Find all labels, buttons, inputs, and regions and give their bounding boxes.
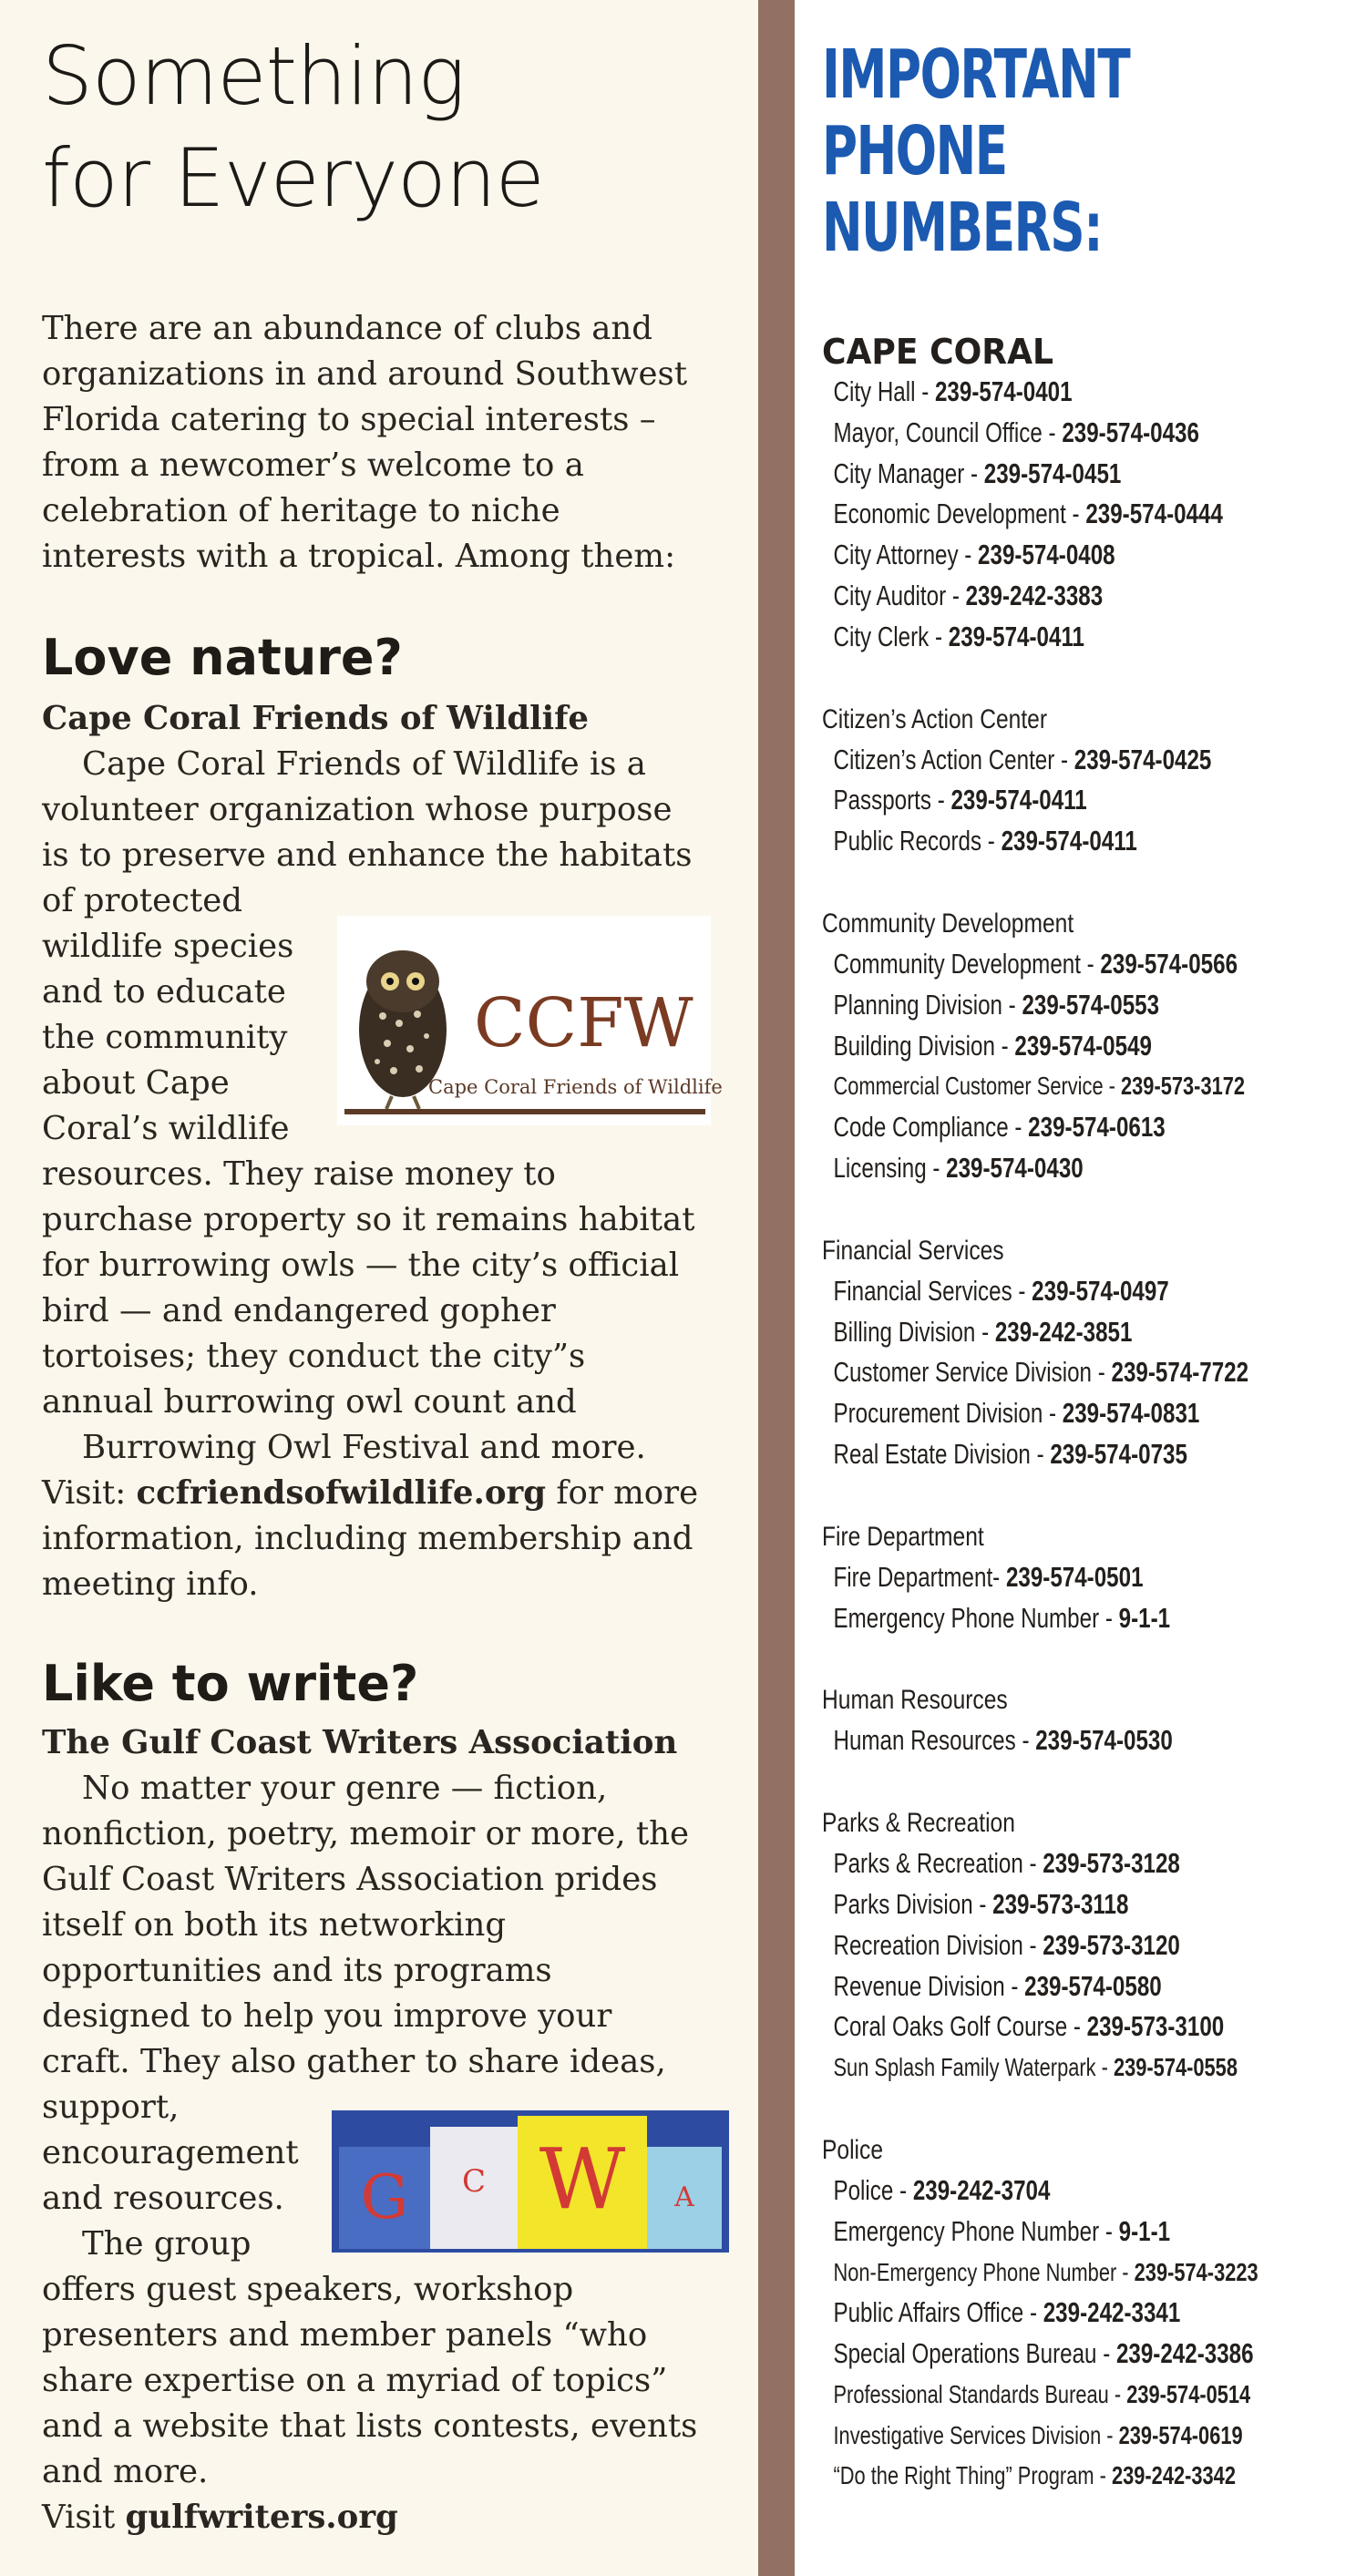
phone-entry-label: Professional Standards Bureau - <box>833 2379 1127 2408</box>
phone-entry-label: Emergency Phone Number - <box>833 2214 1119 2247</box>
body-line: purchase property so it remains habitat <box>42 1201 695 1238</box>
phone-entry <box>822 780 1234 821</box>
phone-entry-label: Coral Oaks Golf Course - <box>833 2010 1087 2043</box>
phone-group <box>822 332 1351 658</box>
ccfw-logo-subtitle: Cape Coral Friends of Wildlife <box>428 1076 723 1098</box>
phone-number: 239-573-3120 <box>1043 1928 1180 1961</box>
intro-line: interests with a tropical. Among them: <box>42 538 676 575</box>
org-name: The Gulf Coast Writers Association <box>42 1724 678 1761</box>
body-line: opportunities and its programs <box>42 1952 552 1989</box>
phone-entry-label: Sun Splash Family Waterpark - <box>833 2053 1114 2082</box>
phone-entry <box>822 2171 1234 2212</box>
phone-entry <box>822 1312 1234 1353</box>
phone-entry <box>822 1148 1234 1189</box>
phone-entry <box>822 985 1234 1026</box>
body-line: information, including membership and <box>42 1520 693 1557</box>
phone-number: 239-574-0580 <box>1024 1969 1162 2002</box>
phone-entry-label: Mayor, Council Office - <box>833 416 1063 448</box>
phone-numbers-title <box>822 36 1189 266</box>
phone-number: 239-242-3704 <box>912 2173 1051 2206</box>
title-line: NUMBERS: <box>822 189 1103 267</box>
phone-number: 239-573-3172 <box>1121 1072 1246 1101</box>
phone-number: 239-574-0411 <box>948 620 1085 652</box>
phone-entry-label: Investigative Services Division - <box>833 2420 1119 2449</box>
phone-entry <box>822 944 1238 985</box>
right-column <box>795 0 1356 2576</box>
phone-number: 239-574-0566 <box>1100 947 1238 980</box>
phone-number: 239-242-3341 <box>1043 2296 1181 2329</box>
logo-letter: W <box>539 2130 626 2228</box>
phone-group <box>822 1803 1351 2089</box>
phone-number: 239-574-0425 <box>1074 743 1212 775</box>
phone-entry-label: Revenue Division - <box>833 1969 1025 2002</box>
phone-number: 239-574-0451 <box>983 457 1122 489</box>
title-line: Something <box>42 29 465 123</box>
gcwa-logo <box>332 2110 729 2253</box>
phone-number: 239-574-0514 <box>1126 2379 1251 2408</box>
body-line: presenters and member panels “who <box>42 2316 648 2354</box>
phone-entry <box>822 2253 1258 2294</box>
phone-entry-label: City Manager - <box>833 457 984 489</box>
body-line: and more. <box>42 2453 209 2490</box>
phone-entry-label: City Clerk - <box>833 620 949 652</box>
body-line: The group <box>82 2225 252 2263</box>
phone-entry <box>822 1271 1234 1312</box>
phone-entry-label: City Auditor - <box>833 579 966 611</box>
phone-entry <box>822 535 1234 576</box>
phone-number: 239-574-7722 <box>1111 1356 1249 1389</box>
phone-group <box>822 1680 1351 1761</box>
visit-suffix: for more <box>546 1474 699 1512</box>
body-line: craft. They also gather to share ideas, <box>42 2043 666 2080</box>
phone-number: 9-1-1 <box>1118 2214 1171 2247</box>
phone-entry-label: Building Division - <box>833 1029 1015 1062</box>
phone-entry-label: Fire Department- <box>833 1560 1006 1593</box>
phone-group-heading: Community Development <box>822 908 1074 939</box>
body-line: meeting info. <box>42 1565 259 1603</box>
body-line: tortoises; they conduct the city”s <box>42 1338 586 1375</box>
phone-entry-label: Parks Division - <box>833 1887 993 1920</box>
phone-entry-label: Community Development - <box>833 947 1101 980</box>
phone-entry <box>822 2047 1238 2089</box>
phone-entry-label: Licensing - <box>833 1151 947 1184</box>
phone-entry-label: Parks & Recreation - <box>833 1847 1043 1880</box>
phone-entry <box>822 2212 1234 2253</box>
phone-entry <box>822 740 1234 781</box>
phone-number: 239-574-0735 <box>1050 1437 1187 1470</box>
phone-entry <box>822 1720 1234 1761</box>
phone-number: 239-242-3386 <box>1115 2337 1254 2370</box>
logo-letter: C <box>461 2163 486 2200</box>
phone-entry-label: Billing Division - <box>833 1315 995 1348</box>
phone-entry <box>822 454 1234 495</box>
phone-directory <box>822 332 1351 2539</box>
phone-number: 239-574-0408 <box>978 539 1115 571</box>
body-line: for burrowing owls — the city’s official <box>42 1247 680 1284</box>
phone-entry <box>822 1843 1234 1884</box>
body-line: encouragement <box>42 2134 299 2171</box>
ccfw-logo-text: CCFW <box>474 984 693 1062</box>
phone-number: 239-574-0558 <box>1113 2053 1238 2082</box>
phone-number: 239-574-0501 <box>1005 1560 1144 1593</box>
phone-entry-label: Citizen’s Action Center - <box>833 743 1074 775</box>
phone-number: 239-574-0430 <box>946 1151 1084 1184</box>
phone-entry <box>822 2334 1254 2375</box>
body-line: and to educate <box>42 973 286 1011</box>
phone-entry-label: Commercial Customer Service - <box>833 1072 1122 1101</box>
body-line: designed to help you improve your <box>42 1997 612 2035</box>
body-line: and resources. <box>42 2180 284 2217</box>
body-line: Coral’s wildlife <box>42 1110 290 1147</box>
intro-paragraph <box>42 306 734 580</box>
body-line: share expertise on a myriad of topics” <box>42 2362 668 2399</box>
logo-letter: G <box>360 2162 409 2232</box>
body-line: annual burrowing owl count and <box>42 1383 577 1421</box>
intro-line: organizations in and around Southwest <box>42 355 688 393</box>
body-line: volunteer organization whose purpose <box>42 791 673 828</box>
phone-entry <box>822 2006 1234 2047</box>
phone-entry-label: Real Estate Division - <box>833 1437 1051 1470</box>
section-heading-nature: Love nature? <box>42 629 403 686</box>
phone-entry-label: Customer Service Division - <box>833 1356 1112 1389</box>
logo-letter: A <box>674 2181 694 2213</box>
phone-entry-label: Special Operations Bureau - <box>833 2337 1116 2370</box>
body-line: about Cape <box>42 1064 230 1102</box>
body-line: offers guest speakers, workshop <box>42 2271 574 2308</box>
phone-entry <box>822 2456 1234 2497</box>
phone-entry <box>822 1925 1234 1966</box>
phone-group <box>822 1517 1351 1639</box>
phone-entry <box>822 1598 1234 1639</box>
phone-number: 239-573-3128 <box>1043 1847 1180 1880</box>
body-line: No matter your genre — fiction, <box>82 1770 608 1807</box>
phone-entry-label: City Hall - <box>833 375 935 407</box>
phone-group-heading: CAPE CORAL <box>822 332 1054 372</box>
phone-entry <box>822 372 1234 413</box>
phone-number: 239-242-3383 <box>965 579 1104 611</box>
phone-entry-label: Public Affairs Office - <box>833 2296 1043 2329</box>
visit-prefix: Visit <box>42 2499 126 2536</box>
phone-group-heading: Citizen’s Action Center <box>822 703 1048 734</box>
phone-number: 239-574-0549 <box>1014 1029 1152 1062</box>
body-line: Cape Coral Friends of Wildlife is a <box>82 745 646 783</box>
phone-entry <box>822 617 1234 658</box>
body-line: resources. They raise money to <box>42 1155 556 1193</box>
intro-line: from a newcomer’s welcome to a <box>42 446 584 484</box>
phone-entry <box>822 1434 1234 1475</box>
phone-number: 239-574-0831 <box>1062 1397 1200 1430</box>
phone-entry-label: City Attorney - <box>833 539 979 571</box>
phone-group-heading: Fire Department <box>822 1521 984 1552</box>
phone-entry-label: Financial Services - <box>833 1274 1032 1307</box>
phone-number: 239-573-3100 <box>1086 2010 1225 2043</box>
intro-line: Florida catering to special interests – <box>42 401 656 438</box>
body-line: wildlife species <box>42 928 294 965</box>
phone-number: 239-574-0619 <box>1118 2420 1243 2449</box>
nature-section <box>42 696 744 1607</box>
body-line: nonfiction, poetry, memoir or more, the <box>42 1815 689 1852</box>
phone-number: 239-574-3223 <box>1134 2257 1258 2286</box>
phone-group-heading: Police <box>822 2134 884 2165</box>
phone-entry <box>822 494 1234 535</box>
body-line: Gulf Coast Writers Association prides <box>42 1861 658 1898</box>
body-line: Burrowing Owl Festival and more. <box>82 1429 646 1466</box>
phone-number: 239-574-0401 <box>934 375 1073 407</box>
phone-number: 239-574-0444 <box>1085 498 1223 530</box>
phone-group <box>822 2130 1351 2497</box>
phone-entry <box>822 2375 1251 2416</box>
phone-group <box>822 1231 1351 1475</box>
phone-entry-label: “Do the Right Thing” Program - <box>833 2461 1112 2490</box>
phone-entry-label: Planning Division - <box>833 988 1022 1021</box>
visit-prefix: Visit: <box>42 1474 137 1512</box>
phone-entry-label: Public Records - <box>833 825 1002 857</box>
phone-group-heading: Financial Services <box>822 1235 1004 1266</box>
phone-number: 9-1-1 <box>1118 1601 1171 1634</box>
phone-entry-label: Human Resources - <box>833 1724 1036 1757</box>
phone-entry-label: Procurement Division - <box>833 1397 1063 1430</box>
phone-entry <box>822 1352 1249 1393</box>
org-name: Cape Coral Friends of Wildlife <box>42 700 590 737</box>
visit-line <box>42 2495 744 2540</box>
phone-entry <box>822 1393 1234 1434</box>
phone-entry-label: Emergency Phone Number - <box>833 1601 1119 1634</box>
phone-group-heading: Human Resources <box>822 1685 1008 1716</box>
gcwa-website-link[interactable]: gulfwriters.org <box>125 2499 398 2536</box>
phone-entry <box>822 413 1234 454</box>
body-line: support, <box>42 2089 180 2126</box>
phone-entry <box>822 1884 1234 1925</box>
phone-entry <box>822 2416 1243 2457</box>
phone-entry <box>822 1066 1246 1107</box>
phone-entry <box>822 1026 1234 1067</box>
title-line: PHONE <box>822 112 1007 190</box>
body-line: itself on both its networking <box>42 1906 507 1944</box>
phone-number: 239-574-0436 <box>1062 416 1199 448</box>
phone-entry-label: Economic Development - <box>833 498 1086 530</box>
phone-entry-label: Police - <box>833 2173 913 2206</box>
body-line: is to preserve and enhance the habitats <box>42 836 693 874</box>
phone-number: 239-573-3118 <box>992 1887 1129 1920</box>
body-line: the community <box>42 1019 288 1056</box>
phone-group <box>822 904 1351 1189</box>
body-line: bird — and endangered gopher <box>42 1292 556 1329</box>
phone-entry-label: Code Compliance - <box>833 1111 1029 1144</box>
phone-group <box>822 700 1351 862</box>
phone-number: 239-574-0553 <box>1022 988 1160 1021</box>
ccfw-logo <box>337 916 723 1125</box>
phone-number: 239-574-0613 <box>1028 1111 1166 1144</box>
intro-line: There are an abundance of clubs and <box>42 310 652 347</box>
phone-number: 239-242-3342 <box>1111 2461 1236 2490</box>
phone-number: 239-574-0497 <box>1032 1274 1169 1307</box>
title-line: for Everyone <box>42 131 544 225</box>
phone-entry-label: Non-Emergency Phone Number - <box>833 2257 1135 2286</box>
phone-entry <box>822 1557 1234 1598</box>
ccfw-website-link[interactable]: ccfriendsofwildlife.org <box>136 1474 547 1512</box>
title-line: IMPORTANT <box>822 36 1130 114</box>
phone-number: 239-574-0411 <box>1001 825 1137 857</box>
phone-entry <box>822 1107 1234 1148</box>
body-line: and a website that lists contests, events <box>42 2407 698 2445</box>
phone-number: 239-574-0411 <box>950 784 1087 816</box>
phone-entry <box>822 1966 1234 2007</box>
phone-entry-label: Recreation Division - <box>833 1928 1043 1961</box>
page-title <box>42 26 734 230</box>
visit-line <box>42 1471 744 1516</box>
phone-entry <box>822 576 1234 617</box>
phone-number: 239-574-0530 <box>1035 1724 1173 1757</box>
intro-line: celebration of heritage to niche <box>42 492 560 529</box>
column-divider <box>758 0 795 2576</box>
phone-group-heading: Parks & Recreation <box>822 1808 1015 1839</box>
phone-entry <box>822 2293 1234 2334</box>
body-line: of protected <box>42 882 243 919</box>
section-heading-write: Like to write? <box>42 1655 419 1712</box>
phone-entry <box>822 821 1234 862</box>
phone-entry-label: Passports - <box>833 784 951 816</box>
phone-number: 239-242-3851 <box>994 1315 1133 1348</box>
